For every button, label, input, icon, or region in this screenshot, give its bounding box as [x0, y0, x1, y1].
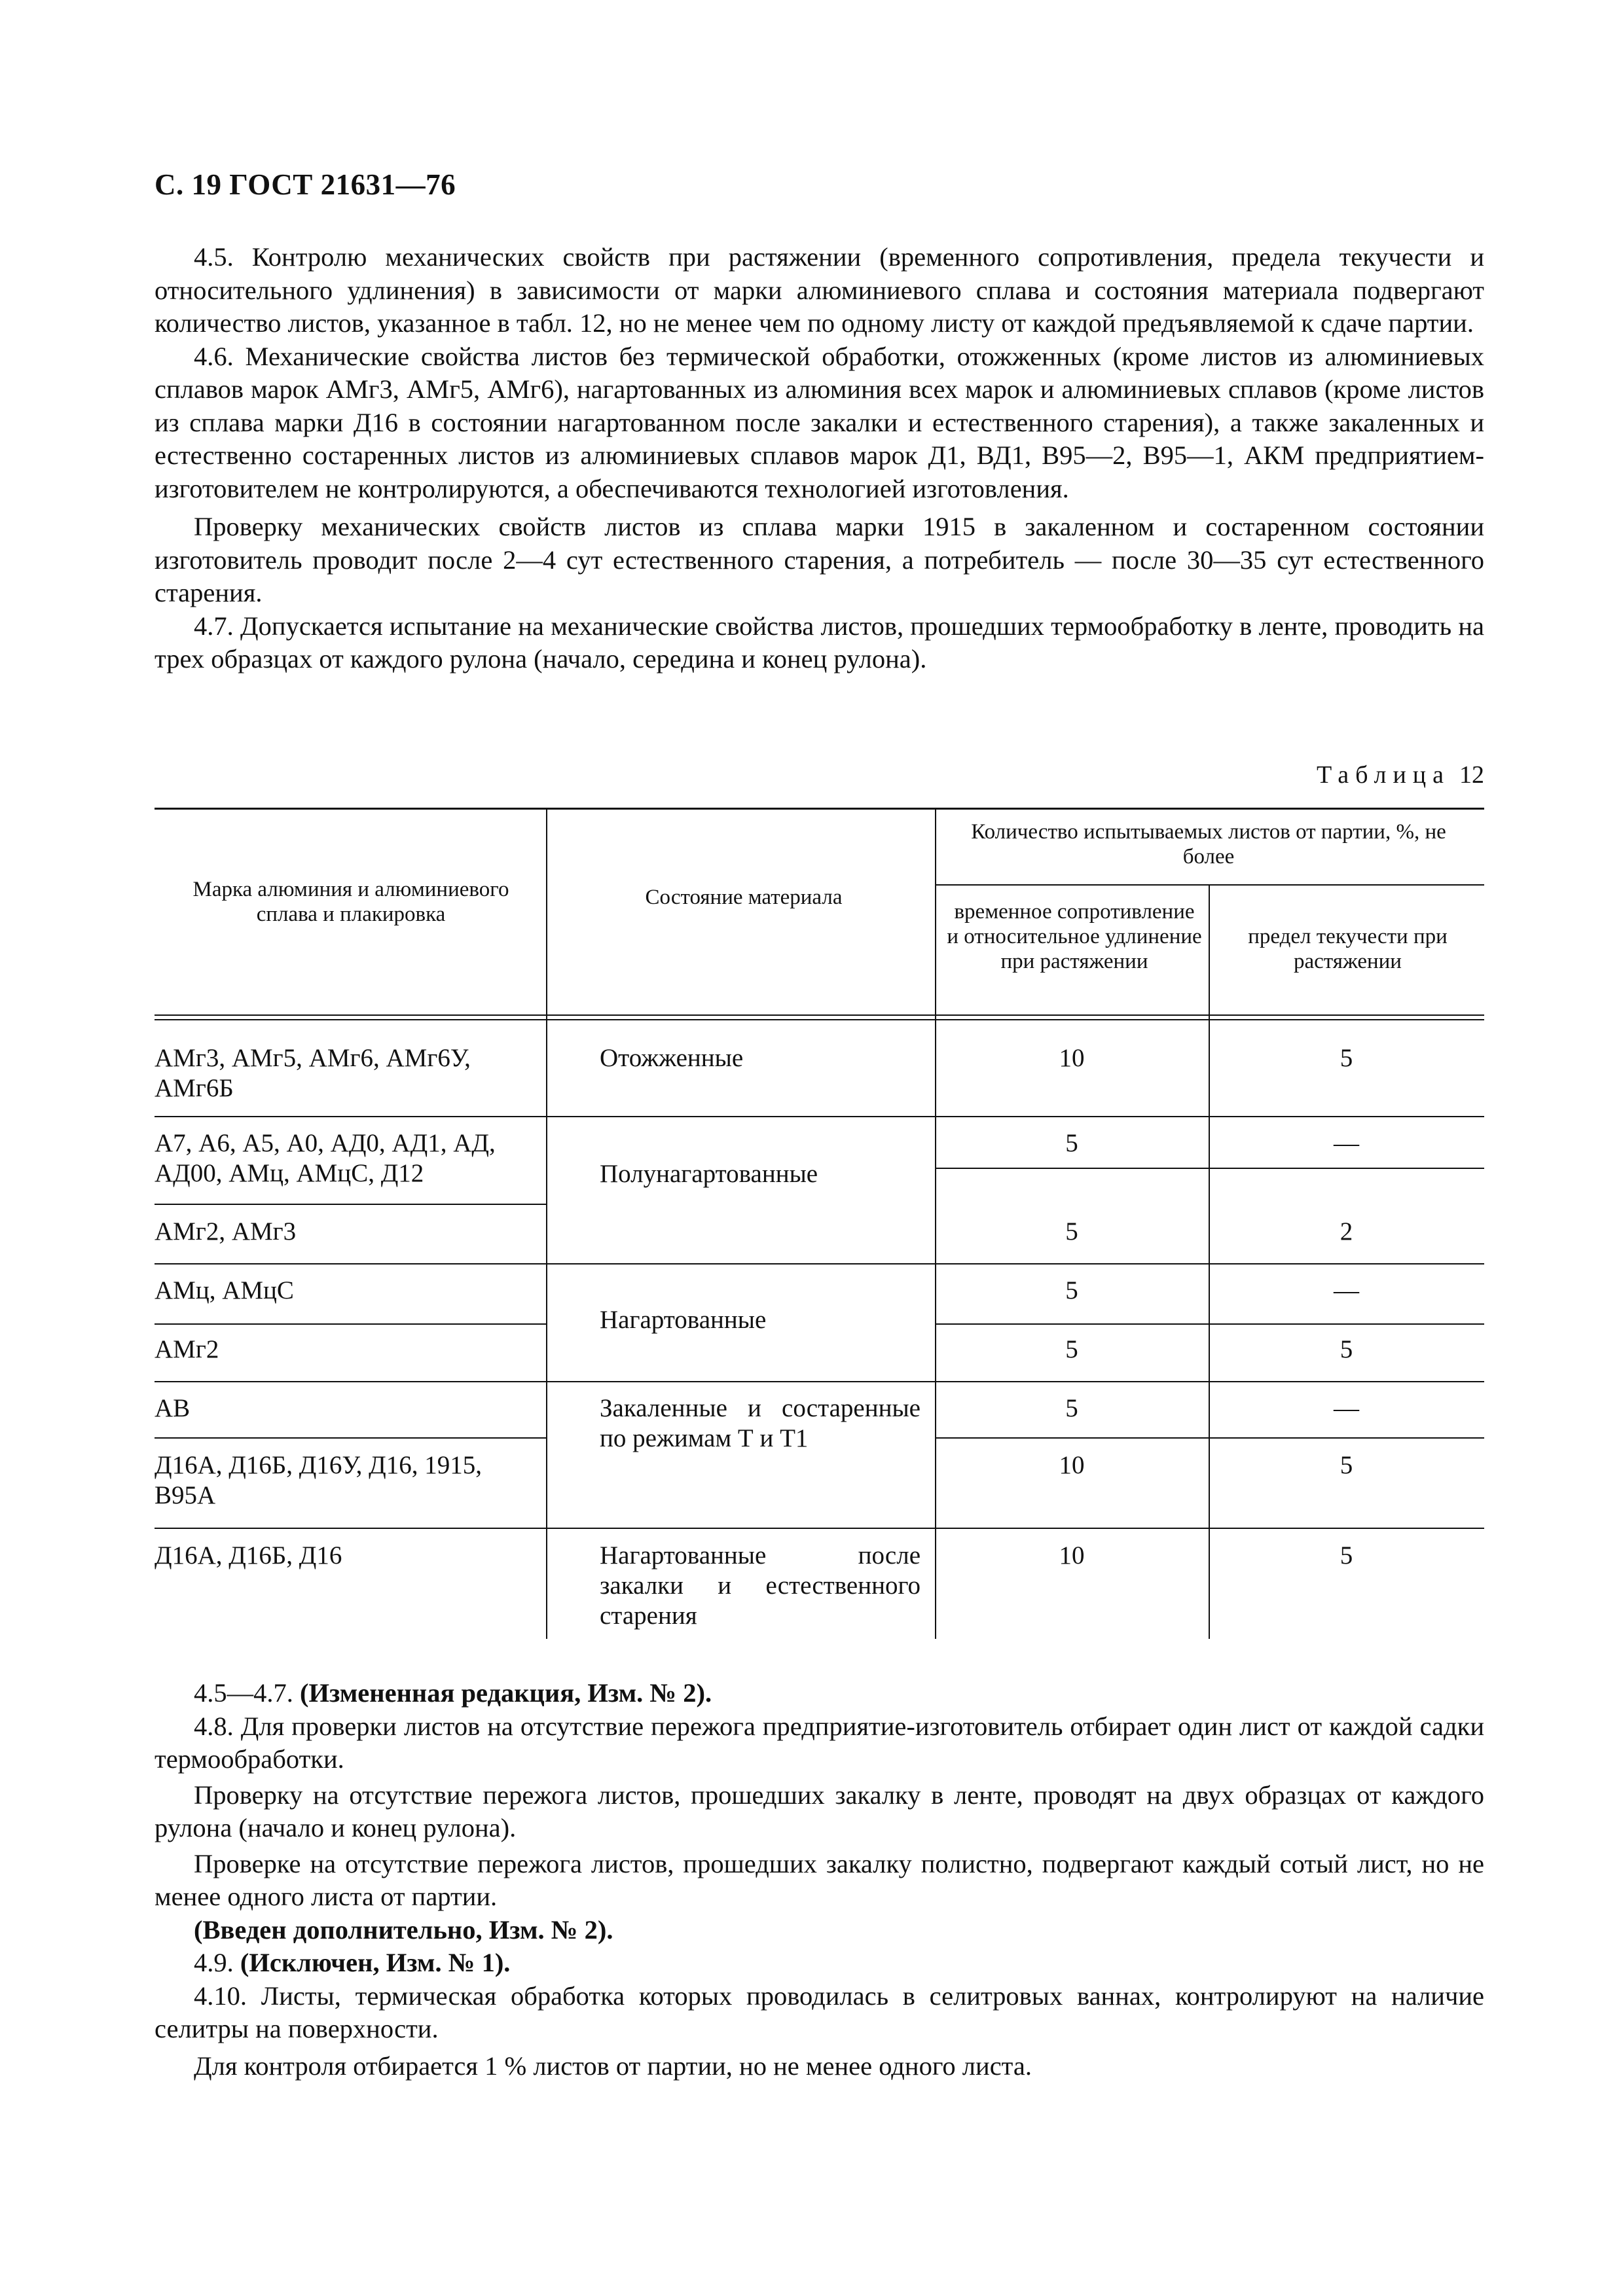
table-caption-word: Таблица — [1316, 761, 1450, 789]
table-cell-grade: АМг2 — [155, 1335, 219, 1363]
table-cell-grade: АМц, АМцС — [155, 1276, 294, 1304]
table-cell-yield: 2 — [1340, 1217, 1353, 1246]
table-cell-tensile: 5 — [1065, 1394, 1078, 1422]
table-cell-grade: Д16А, Д16Б, Д16У, Д16, 1915, В95А — [155, 1451, 482, 1509]
table-cell-grade: АМг2, АМг3 — [155, 1217, 297, 1246]
table-cell-tensile: 5 — [1065, 1129, 1078, 1157]
header-tensile: временное сопротивление и относительное удлинение при растяжении — [947, 900, 1202, 973]
table-cell-grade: АВ — [155, 1394, 191, 1422]
section-4-8-4-10 — [155, 1677, 1484, 2083]
paragraph-4-8: 4.8. Для проверки листов на отсутствие пережога предприятие-изготовитель отбирает один лист от каждой садки термообработки. — [155, 1711, 1484, 1774]
paragraph-4-10: 4.10. Листы, термическая обработка которых проводилась в селитровых ваннах, контролируют на наличие селитры на поверхности. — [155, 1981, 1484, 2043]
header-grade: Марка алюминия и алюминиевого сплава и плакировка — [192, 878, 509, 926]
amendment-number: 4.5—4.7. — [194, 1678, 293, 1708]
table-cell-tensile: 10 — [1059, 1451, 1085, 1479]
paragraph-4-7: 4.7. Допускается испытание на механические свойства листов, прошедших термообработку в ленте, проводить на трех образцах от каждого рулона (начало, середина и конец рулона). — [155, 611, 1484, 673]
page-header: С. 19 ГОСТ 21631—76 — [155, 168, 456, 201]
table-cell-state: Нагартованные после закалки и естественного старения — [600, 1541, 921, 1630]
table-cell-tensile: 10 — [1059, 1541, 1085, 1570]
table-cell-tensile: 5 — [1065, 1217, 1078, 1246]
paragraph-control: Для контроля отбирается 1 % листов от партии, но не менее одного листа. — [194, 2051, 1032, 2081]
header-state: Состояние материала — [645, 886, 843, 909]
table-cell-tensile: 10 — [1059, 1044, 1085, 1072]
table-cell-yield: 5 — [1340, 1335, 1353, 1363]
amendment-introduced — [155, 1914, 1484, 1947]
header-yield: предел текучести при растяжении — [1248, 925, 1448, 973]
paragraph-4-6: 4.6. Механические свойства листов без термической обработки, отожженных (кроме листов из алюминиевых сплавов марок АМг3, АМг5, АМг6), нагартованных из алюминия всех марок и алюминиевых сплавов (кроме листов из сплава марки Д16 в состоянии нагартованном после закалки и естественного старения), а также закаленных и естественно состаренных листов из алюминиевых сплавов марок Д1, ВД1, В95—2, В95—1, АКМ предприятием-изготовителем не контролируются, а обеспечиваются технологией изготовления. — [155, 341, 1484, 503]
paragraph-sheet: Проверке на отсутствие пережога листов, прошедших закалку полистно, подвергают каждый сотый лист, но не менее одного листа от партии. — [155, 1848, 1484, 1911]
amendment-introduced-text: (Введен дополнительно, Изм. № 2). — [194, 1914, 613, 1945]
table-cell-grade: А7, А6, А5, А0, АД0, АД1, АД, АД00, АМц, АМцС, Д12 — [155, 1129, 496, 1187]
table-12 — [155, 808, 1484, 1639]
paragraph-4-5: 4.5. Контролю механических свойств при растяжении (временного сопротивления, предела текучести и относительного удлинения) в зависимости от марки алюминиевого сплава и состояния материала подвергают количество листов, указанное в табл. 12, но не менее чем по одному листу от каждой предъявляемой к сдаче партии. — [155, 242, 1484, 338]
table-cell-yield: 5 — [1340, 1451, 1353, 1479]
paragraph-4-9-number: 4.9. — [194, 1948, 234, 1977]
section-4-5-4-7 — [155, 241, 1484, 676]
table-cell-state: Закаленные и состаренные по режимам Т и Т1 — [600, 1394, 921, 1452]
table-cell-yield: — — [1334, 1129, 1359, 1157]
paragraph-4-9-note: (Исключен, Изм. № 1). — [240, 1948, 511, 1977]
amendment-4-5-4-7 — [155, 1677, 1484, 1710]
table-cell-tensile: 5 — [1065, 1335, 1078, 1363]
paragraph-4-9 — [155, 1946, 1484, 1980]
table-cell-state: Нагартованные — [600, 1306, 767, 1334]
table-cell-grade: Д16А, Д16Б, Д16 — [155, 1541, 342, 1570]
paragraph-tape: Проверку на отсутствие пережога листов, прошедших закалку в ленте, проводят на двух образцах от каждого рулона (начало и конец рулона). — [155, 1780, 1484, 1842]
table-cell-yield: 5 — [1340, 1541, 1353, 1570]
table-cell-yield: — — [1334, 1394, 1359, 1422]
table-cell-state: Отожженные — [600, 1044, 744, 1072]
table-caption — [1317, 761, 1484, 789]
table-caption-number: 12 — [1459, 761, 1484, 789]
table-cell-yield: — — [1334, 1276, 1359, 1304]
table-cell-state: Полунагартованные — [600, 1160, 818, 1188]
paragraph-1915: Проверку механических свойств листов из сплава марки 1915 в закаленном и состаренном состоянии изготовитель проводит после 2—4 сут естественного старения, а потребитель — после 30—35 сут естественного старения. — [155, 512, 1484, 607]
amendment-note: (Измененная редакция, Изм. № 2). — [300, 1678, 712, 1708]
header-group: Количество испытываемых листов от партии, %, не более — [971, 820, 1446, 869]
table-cell-yield: 5 — [1340, 1044, 1353, 1072]
table-cell-grade: АМг3, АМг5, АМг6, АМг6У, АМг6Б — [155, 1044, 471, 1102]
table-cell-tensile: 5 — [1065, 1276, 1078, 1304]
